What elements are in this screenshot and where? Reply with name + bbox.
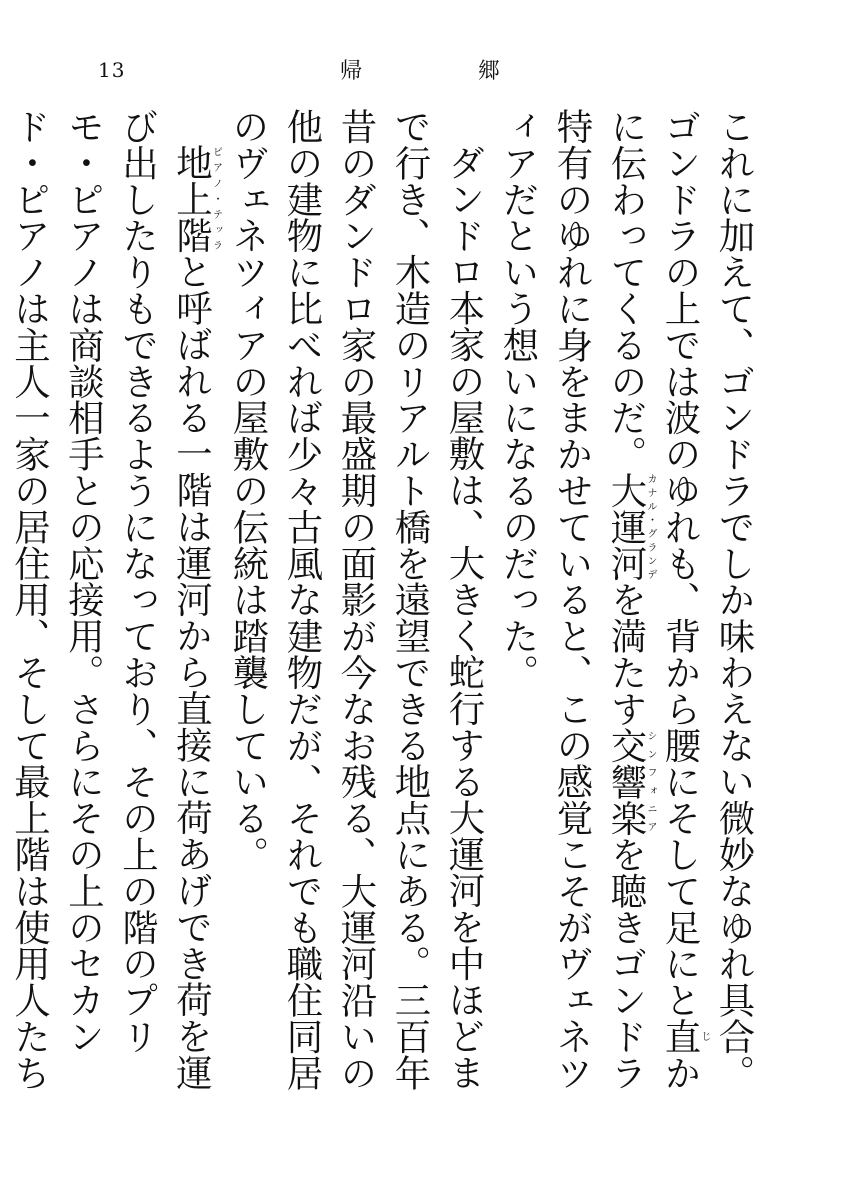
body-text [0, 108, 761, 1118]
ruby-reading: じ [699, 1018, 710, 1055]
ruby-base: 交響楽 [605, 726, 648, 837]
running-head [340, 54, 500, 85]
ruby-base: 直 [659, 1018, 702, 1055]
ruby-base: 地上階 [170, 144, 214, 254]
ruby-jika [659, 1018, 710, 1055]
paragraph-3 [0, 108, 221, 1118]
ruby-reading: ピアノ・テッラ [210, 144, 222, 254]
paragraph-1-part-a: これに加えて、ゴンドラでしか味わえない微妙なゆれ具合。ゴンドラの上では波のゆれも、背から腰にそして足にと [659, 108, 756, 1091]
ruby-reading: カナル・グランデ [645, 472, 656, 582]
page-number: 13 [98, 58, 126, 82]
ruby-reading: シンフォニア [645, 726, 656, 837]
paragraph-1-part-d: を聴きゴンドラ特有のゆれに身をまかせていると、この感覚こそがヴェネツィアだという想いになるのだった。 [497, 108, 648, 1091]
running-head-right: 郷 [477, 59, 500, 84]
paragraph-1 [491, 108, 761, 1118]
ruby-canal-grande [605, 472, 656, 582]
running-head-left: 帰 [340, 59, 363, 84]
paragraph-1-part-b: かに伝わってくるのだ。 [605, 108, 702, 1091]
ruby-base: 大運河 [605, 472, 648, 582]
ruby-sinfonia [605, 726, 656, 837]
ruby-piano-terra [170, 144, 222, 254]
paragraph-3-text: と呼ばれる一階は運河から直接に荷あげでき荷を運び出したりもできるようになっており、その上の階のプリモ・ピアノは商談相手との応接用。さらにその上のセカンド・ピアノは主人一家の居住用、そして最上階は使用人たち [8, 108, 214, 1091]
paragraph-1-part-c: を満たす [605, 581, 648, 727]
paragraph-2: ダンドロ本家の屋敷は、大きく蛇行する大運河を中ほどまで行き、木造のリアルト橋を遠望できる地点にある。三百年昔のダンドロ家の最盛期の面影が今なお残る、大運河沿いの他の建物に比べれば少々古風な建物だが、それでも職住同居のヴェネツィアの屋敷の伝統は踏襲している。 [227, 108, 486, 1091]
